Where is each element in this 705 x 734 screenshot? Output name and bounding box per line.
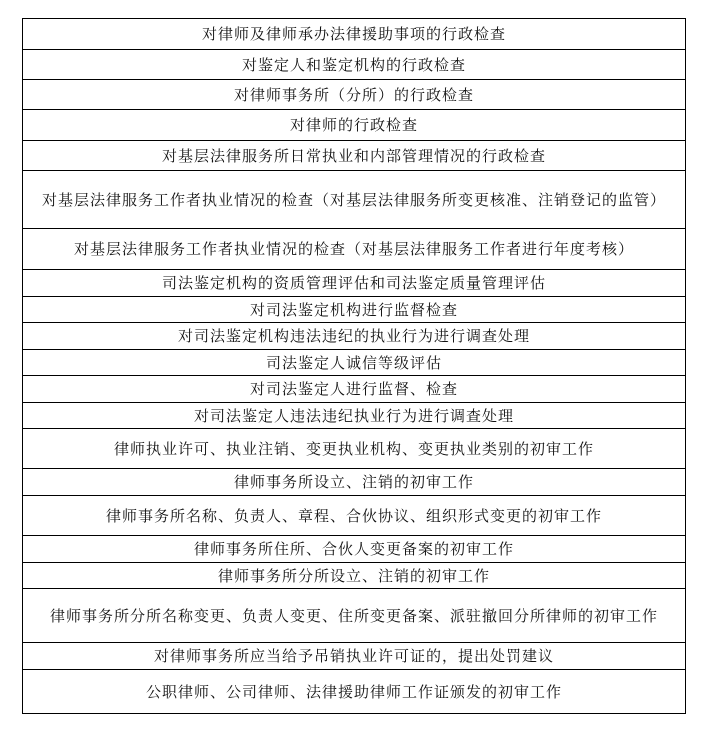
table-row [23,376,686,403]
table-cell: 对律师事务所（分所）的行政检查 [23,80,686,110]
table-row [23,563,686,589]
table-row [23,536,686,563]
table-row [23,297,686,323]
table-row [23,141,686,171]
table-row [23,643,686,670]
table-row [23,323,686,350]
table-cell: 对律师的行政检查 [23,110,686,141]
table-row [23,350,686,376]
table-cell: 对鉴定人和鉴定机构的行政检查 [23,50,686,80]
table-cell: 对律师事务所应当给予吊销执业许可证的，提出处罚建议 [23,643,686,670]
table-cell: 对司法鉴定人违法违纪执业行为进行调查处理 [23,403,686,429]
table-row [23,229,686,270]
table-cell: 律师执业许可、执业注销、变更执业机构、变更执业类别的初审工作 [23,429,686,469]
table-row [23,496,686,536]
table-row [23,80,686,110]
table-cell: 对司法鉴定人进行监督、检查 [23,376,686,403]
table-cell: 律师事务所名称、负责人、章程、合伙协议、组织形式变更的初审工作 [23,496,686,536]
table-row [23,429,686,469]
table-row [23,589,686,643]
table-row [23,171,686,229]
table-cell: 对基层法律服务工作者执业情况的检查（对基层法律服务工作者进行年度考核） [23,229,686,270]
table-cell: 对司法鉴定机构进行监督检查 [23,297,686,323]
table-cell: 司法鉴定人诚信等级评估 [23,350,686,376]
inspection-items-table [22,18,686,714]
table-row [23,19,686,50]
table-row [23,403,686,429]
table-cell: 司法鉴定机构的资质管理评估和司法鉴定质量管理评估 [23,270,686,297]
table-cell: 律师事务所分所名称变更、负责人变更、住所变更备案、派驻撤回分所律师的初审工作 [23,589,686,643]
table-row [23,50,686,80]
table-row [23,270,686,297]
table-cell: 对律师及律师承办法律援助事项的行政检查 [23,19,686,50]
table-row [23,670,686,714]
table-cell: 对基层法律服务所日常执业和内部管理情况的行政检查 [23,141,686,171]
table-cell: 对基层法律服务工作者执业情况的检查（对基层法律服务所变更核准、注销登记的监管） [23,171,686,229]
table-cell: 律师事务所分所设立、注销的初审工作 [23,563,686,589]
table-cell: 对司法鉴定机构违法违纪的执业行为进行调查处理 [23,323,686,350]
table-cell: 律师事务所设立、注销的初审工作 [23,469,686,496]
table-row [23,469,686,496]
table-cell: 公职律师、公司律师、法律援助律师工作证颁发的初审工作 [23,670,686,714]
table-row [23,110,686,141]
table-cell: 律师事务所住所、合伙人变更备案的初审工作 [23,536,686,563]
